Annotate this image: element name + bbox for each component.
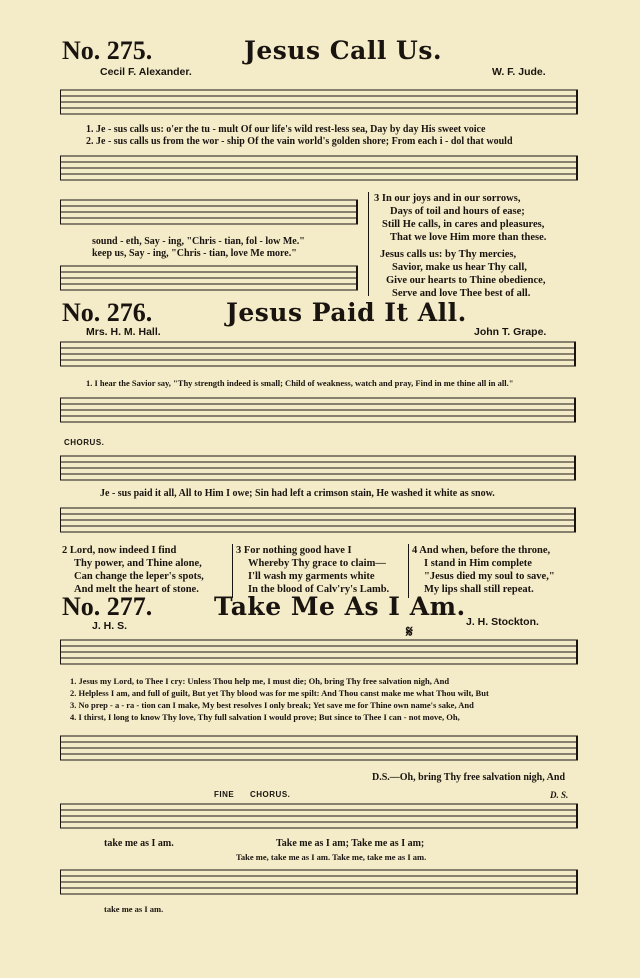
music-staff (60, 334, 578, 374)
chorus-lyric: take me as I am. (104, 838, 174, 849)
music-staff (60, 632, 580, 672)
hymn-number: No. 276. (62, 298, 153, 327)
segno-sign: 𝄋 (406, 622, 413, 641)
chorus-lyric: take me as I am. (104, 904, 164, 914)
lyric-line: 1. I hear the Savior say, "Thy strength indeed is small; Child of weakness, watch and pray, Find in me thine all in all." (86, 378, 514, 388)
chorus-lyric: Take me as I am; Take me as I am; (276, 838, 425, 849)
music-staff (60, 148, 580, 188)
verse-2: 2 Lord, now indeed I find Thy power, and Thine alone, Can change the leper's spots, And melt the heart of stone. (62, 545, 204, 595)
column-divider (408, 544, 409, 598)
chorus-label: CHORUS. (64, 438, 105, 447)
hymn-title: Jesus Paid It All. (226, 298, 467, 327)
music-staff (60, 728, 580, 768)
verse-3: 3 In our joys and in our sorrows, Days of toil and hours of ease; Still He calls, in cares and pleasures, That we love Him more than these. (374, 193, 547, 243)
music-credit: W. F. Jude. (492, 66, 546, 78)
lyric-line: 1. Jesus my Lord, to Thee I cry: Unless Thou help me, I must die; Oh, bring Thy free salvation nigh, And (70, 676, 450, 686)
lyric-line: 1. Je - sus calls us: o'er the tu - mult Of our life's wild rest-less sea, Day by day His sweet voice (86, 124, 486, 135)
music-staff (60, 448, 578, 488)
lyric-line: 4. I thirst, I long to know Thy love, Thy full salvation I would prove; But since to Thee I can - not move, Oh, (70, 712, 460, 722)
ds-lyric: D.S.—Oh, bring Thy free salvation nigh, And (372, 772, 566, 783)
fine-label: FINE (214, 790, 235, 799)
music-credit: J. H. Stockton. (466, 616, 539, 628)
music-staff (60, 192, 360, 232)
verse-4: 4 And when, before the throne, I stand in Him complete "Jesus died my soul to save," My lips shall still repeat. (412, 545, 555, 595)
music-staff (60, 796, 580, 836)
chorus-lyric: Take me, take me as I am. Take me, take me as I am. (236, 852, 427, 862)
music-staff (60, 390, 578, 430)
verse-4: Jesus calls us: by Thy mercies, Savior, make us hear Thy call, Give our hearts to Thine obedience, Serve and love Thee best of all. (380, 249, 546, 299)
ds-marker: D. S. (550, 790, 569, 800)
words-credit: J. H. S. (92, 620, 128, 632)
lyric-line: keep us, Say - ing, "Chris - tian, love Me more." (92, 248, 297, 259)
music-staff (60, 500, 578, 540)
words-credit: Cecil F. Alexander. (100, 66, 192, 78)
lyric-line: 3. No prep - a - ra - tion can I make, My best resolves I only break; Yet save me for Thine own name's sake, And (70, 700, 474, 710)
hymn-number: No. 275. (62, 36, 153, 65)
hymn-number: No. 277. (62, 592, 153, 621)
music-staff (60, 862, 580, 902)
music-staff (60, 258, 360, 298)
hymn-title: Take Me As I Am. (214, 592, 466, 621)
music-credit: John T. Grape. (474, 326, 547, 338)
lyric-line: sound - eth, Say - ing, "Chris - tian, fol - low Me." (92, 236, 305, 247)
column-divider (368, 192, 369, 296)
hymn-title: Jesus Call Us. (244, 36, 443, 65)
chorus-lyric: Je - sus paid it all, All to Him I owe; Sin had left a crimson stain, He washed it white as snow. (100, 488, 495, 499)
chorus-label: CHORUS. (250, 790, 291, 799)
column-divider (232, 544, 233, 598)
lyric-line: 2. Je - sus calls us from the wor - ship Of the vain world's golden shore; From each i - dol that would (86, 136, 513, 147)
music-staff (60, 82, 580, 122)
verse-3: 3 For nothing good have I Whereby Thy grace to claim— I'll wash my garments white In the blood of Calv'ry's Lamb. (236, 545, 390, 595)
words-credit: Mrs. H. M. Hall. (86, 326, 161, 338)
lyric-line: 2. Helpless I am, and full of guilt, But yet Thy blood was for me spilt: And Thou canst make me what Thou wilt, But (70, 688, 489, 698)
